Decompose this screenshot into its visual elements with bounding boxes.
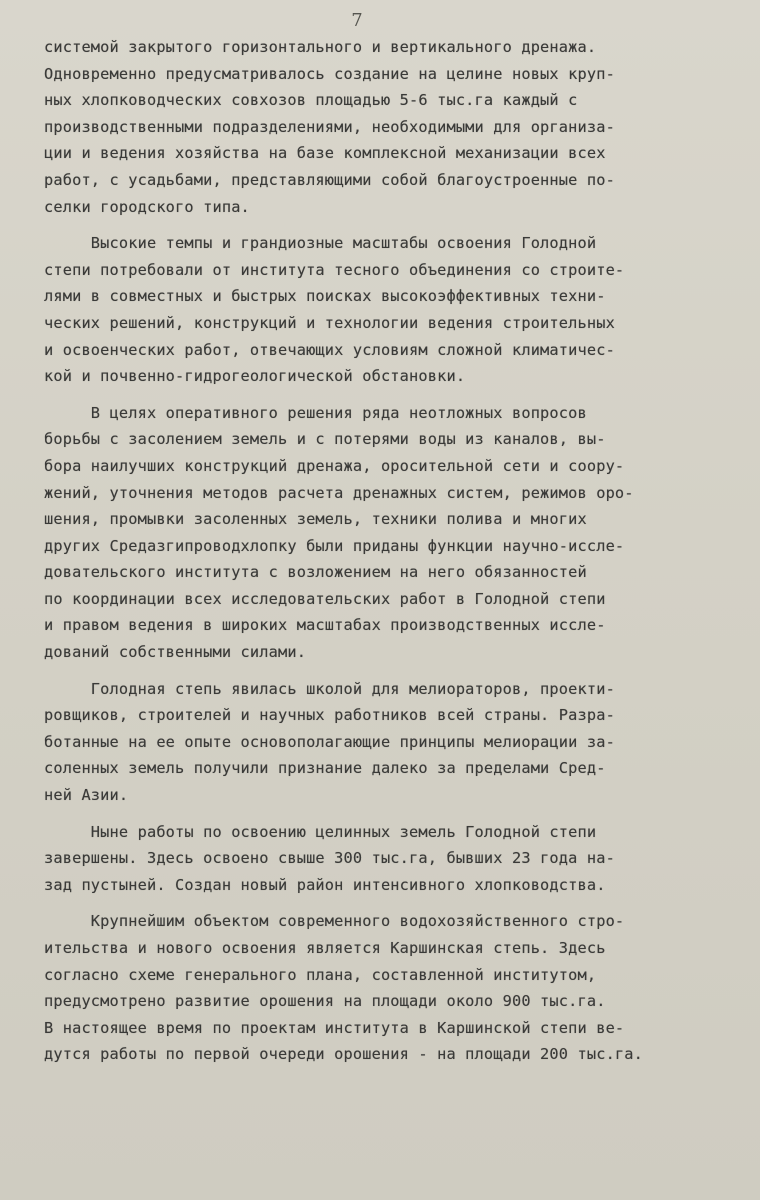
text-line: ботанные на ее опыте основополагающие принципы мелиорации за- [44,732,615,751]
text-line: согласно схеме генерального плана, составленной институтом, [44,965,597,984]
paragraph-gap [44,220,760,230]
text-line: других Средазгипроводхлопку были приданы функции научно-иссле- [44,536,625,555]
paragraph [44,34,760,220]
text-line: дутся работы по первой очереди орошения - на площади 200 тыс.га. [44,1045,644,1064]
paragraph [44,819,760,899]
text-line: лями в совместных и быстрых поисках высокоэффективных техни- [44,287,606,306]
text-line: производственными подразделениями, необходимыми для организа- [44,117,615,136]
text-line: ительства и нового освоения является Каршинская степь. Здесь [44,939,606,957]
text-line: Высокие темпы и грандиозные масштабы освоения Голодной [44,234,597,253]
text-line: зад пустыней. Создан новый район интенсивного хлопководства. [44,875,606,894]
text-line: В целях оперативного решения ряда неотложных вопросов [44,403,587,422]
text-line: работ, с усадьбами, представляющими собой благоустроенные по- [44,170,615,189]
text-line: Ныне работы по освоению целинных земель Голодной степи [44,822,597,841]
text-line: предусмотрено развитие орошения на площади около 900 тыс.га. [44,992,606,1011]
text-line: и освоенческих работ, отвечающих условиям сложной климатичес- [44,340,615,359]
paragraph-gap [44,809,760,819]
text-line: завершены. Здесь освоено свыше 300 тыс.га, бывших 23 года на- [44,849,615,868]
body-text [44,34,760,1068]
text-line: ней Азии. [44,786,129,805]
page-number: 7 [351,10,363,31]
text-line: по координации всех исследовательских работ в Голодной степи [44,589,606,608]
paragraph-gap [44,898,760,908]
text-line: дований собственными силами. [44,643,307,662]
text-line: степи потребовали от института тесного объединения со строите- [44,260,625,279]
text-line: кой и почвенно-гидрогеологической обстановки. [44,367,466,386]
text-line: В настоящее время по проектам института в Каршинской степи ве- [44,1018,625,1037]
paragraph [44,908,760,1068]
paragraph-gap [44,666,760,676]
text-line: жений, уточнения методов расчета дренажных систем, режимов оро- [44,483,634,502]
text-line: бора наилучших конструкций дренажа, оросительной сети и соору- [44,456,625,475]
text-line: ческих решений, конструкций и технологии ведения строительных [44,313,615,332]
paragraph-gap [44,390,760,400]
text-line: Одновременно предусматривалось создание на целине новых круп- [44,64,615,83]
paragraph [44,676,760,809]
text-line: ровщиков, строителей и научных работников всей страны. Разра- [44,706,615,725]
text-line: довательского института с возложением на него обязанностей [44,563,587,582]
paragraph [44,230,760,390]
text-line: борьбы с засолением земель и с потерями воды из каналов, вы- [44,430,606,449]
text-line: системой закрытого горизонтального и вертикального дренажа. [44,38,597,56]
text-line: Голодная степь явилась школой для мелиораторов, проекти- [44,679,615,698]
text-line: ных хлопководческих совхозов площадью 5-6 тыс.га каждый с [44,91,578,110]
text-line: и правом ведения в широких масштабах производственных иссле- [44,616,606,635]
paragraph [44,400,760,666]
text-line: селки городского типа. [44,197,250,216]
text-line: ции и ведения хозяйства на базе комплексной механизации всех [44,144,606,163]
text-line: соленных земель получили признание далеко за пределами Сред- [44,759,606,778]
text-line: Крупнейшим объектом современного водохозяйственного стро- [44,912,625,931]
text-line: шения, промывки засоленных земель, техники полива и многих [44,510,587,529]
